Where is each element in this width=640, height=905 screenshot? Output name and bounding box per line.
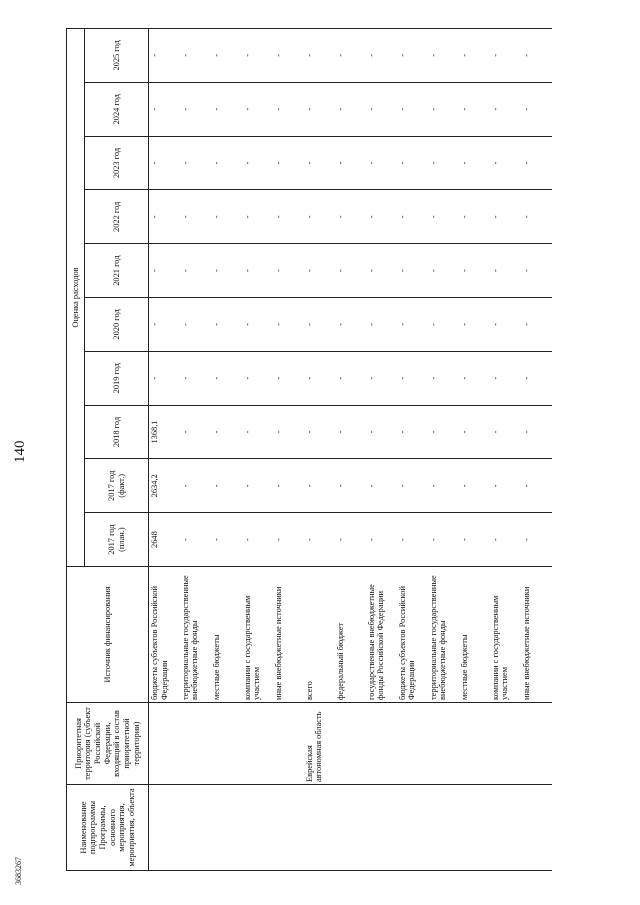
- cell-value: -: [304, 298, 335, 352]
- cell-value: -: [211, 298, 242, 352]
- cell-territory: [273, 703, 304, 785]
- cell-value: -: [273, 405, 304, 459]
- cell-territory: [149, 703, 180, 785]
- cell-value: -: [242, 190, 273, 244]
- cell-value: -: [211, 82, 242, 136]
- cell-value: -: [428, 405, 459, 459]
- cell-territory: [521, 703, 552, 785]
- table-row: [242, 28, 273, 870]
- header-estimate: Оценка расходов: [67, 28, 85, 566]
- cell-value: -: [149, 190, 180, 244]
- cell-value: -: [180, 190, 211, 244]
- cell-value: -: [459, 136, 490, 190]
- cell-source: иные внебюджетные источники: [273, 567, 304, 703]
- cell-value: -: [273, 513, 304, 567]
- table-row: [149, 28, 180, 870]
- cell-value: -: [273, 459, 304, 513]
- cell-territory: [397, 703, 428, 785]
- header-year: 2023 год: [85, 136, 149, 190]
- cell-value: -: [304, 190, 335, 244]
- cell-value: -: [366, 244, 397, 298]
- cell-value: -: [428, 351, 459, 405]
- cell-source: иные внебюджетные источники: [521, 567, 552, 703]
- header-year: 2025 год: [85, 28, 149, 82]
- cell-territory: [211, 703, 242, 785]
- cell-value: -: [397, 405, 428, 459]
- budget-table: [66, 28, 552, 871]
- cell-value: -: [180, 244, 211, 298]
- cell-name: [459, 785, 490, 871]
- cell-value: 1368,1: [149, 405, 180, 459]
- cell-value: -: [211, 351, 242, 405]
- cell-source: бюджеты субъектов Российской Федерации: [149, 567, 180, 703]
- header-territory: Приоритетная территория (субъект Российской Федерации, входящий в состав приоритетной территории): [67, 703, 149, 785]
- cell-value: -: [211, 136, 242, 190]
- cell-source: территориальные государственные внебюджетные фонды: [428, 567, 459, 703]
- table-row: [304, 28, 335, 870]
- cell-value: -: [366, 298, 397, 352]
- cell-source: территориальные государственные внебюджетные фонды: [180, 567, 211, 703]
- cell-value: -: [428, 513, 459, 567]
- header-year: 2019 год: [85, 351, 149, 405]
- cell-value: -: [459, 351, 490, 405]
- cell-value: -: [521, 405, 552, 459]
- cell-value: -: [180, 82, 211, 136]
- cell-value: -: [273, 28, 304, 82]
- cell-value: -: [273, 190, 304, 244]
- cell-value: -: [428, 244, 459, 298]
- cell-value: -: [180, 136, 211, 190]
- cell-value: -: [273, 244, 304, 298]
- cell-value: -: [459, 459, 490, 513]
- cell-value: -: [335, 405, 366, 459]
- cell-value: -: [242, 513, 273, 567]
- cell-territory: [366, 703, 397, 785]
- cell-source: компании с государственным участием: [242, 567, 273, 703]
- cell-value: -: [304, 351, 335, 405]
- cell-value: -: [397, 351, 428, 405]
- cell-value: -: [335, 513, 366, 567]
- cell-name: [521, 785, 552, 871]
- cell-value: -: [521, 136, 552, 190]
- cell-territory: Еврейская автономная область: [304, 703, 335, 785]
- header-source: Источник финансирования: [67, 567, 149, 703]
- cell-territory: [180, 703, 211, 785]
- cell-value: -: [459, 405, 490, 459]
- cell-value: -: [366, 513, 397, 567]
- header-year: 2017 год (план.): [85, 513, 149, 567]
- cell-name: [428, 785, 459, 871]
- cell-value: -: [180, 298, 211, 352]
- table-row: [521, 28, 552, 870]
- cell-value: -: [304, 136, 335, 190]
- cell-source: компании с государственным участием: [490, 567, 521, 703]
- cell-source: государственные внебюджетные фонды Российской Федерации: [366, 567, 397, 703]
- cell-value: -: [242, 298, 273, 352]
- cell-value: -: [428, 136, 459, 190]
- cell-value: -: [211, 405, 242, 459]
- cell-value: -: [211, 459, 242, 513]
- cell-name: [180, 785, 211, 871]
- cell-value: -: [304, 405, 335, 459]
- cell-value: -: [242, 28, 273, 82]
- cell-value: -: [397, 82, 428, 136]
- cell-value: -: [180, 28, 211, 82]
- cell-source: федеральный бюджет: [335, 567, 366, 703]
- cell-value: -: [149, 244, 180, 298]
- cell-value: -: [397, 28, 428, 82]
- cell-value: -: [490, 82, 521, 136]
- cell-name: [273, 785, 304, 871]
- cell-value: -: [490, 244, 521, 298]
- cell-value: -: [304, 244, 335, 298]
- cell-value: -: [180, 513, 211, 567]
- cell-value: -: [521, 190, 552, 244]
- cell-value: -: [304, 82, 335, 136]
- cell-value: -: [397, 190, 428, 244]
- cell-value: -: [149, 298, 180, 352]
- cell-value: -: [180, 459, 211, 513]
- cell-value: -: [428, 28, 459, 82]
- cell-value: 2634,2: [149, 459, 180, 513]
- header-year: 2021 год: [85, 244, 149, 298]
- header-year: 2020 год: [85, 298, 149, 352]
- header-year: 2024 год: [85, 82, 149, 136]
- cell-value: -: [366, 190, 397, 244]
- cell-value: -: [428, 190, 459, 244]
- cell-value: -: [335, 298, 366, 352]
- table-row: [490, 28, 521, 870]
- cell-value: -: [490, 136, 521, 190]
- cell-name: [242, 785, 273, 871]
- cell-value: -: [490, 351, 521, 405]
- page-number: 140: [12, 440, 28, 463]
- cell-value: -: [521, 351, 552, 405]
- table-row: [397, 28, 428, 870]
- cell-value: -: [211, 244, 242, 298]
- cell-value: -: [304, 459, 335, 513]
- cell-value: -: [521, 28, 552, 82]
- cell-value: -: [242, 244, 273, 298]
- cell-value: -: [521, 82, 552, 136]
- cell-value: -: [490, 28, 521, 82]
- cell-value: -: [366, 351, 397, 405]
- table-row: [180, 28, 211, 870]
- cell-name: [335, 785, 366, 871]
- header-year: 2022 год: [85, 190, 149, 244]
- cell-value: -: [211, 28, 242, 82]
- cell-value: -: [304, 28, 335, 82]
- cell-value: -: [366, 28, 397, 82]
- cell-value: -: [397, 459, 428, 513]
- cell-value: -: [149, 351, 180, 405]
- cell-value: -: [459, 244, 490, 298]
- cell-value: -: [521, 298, 552, 352]
- cell-name: [490, 785, 521, 871]
- cell-value: -: [490, 190, 521, 244]
- cell-value: -: [273, 136, 304, 190]
- cell-value: -: [397, 136, 428, 190]
- cell-value: -: [490, 298, 521, 352]
- cell-value: -: [366, 82, 397, 136]
- header-year: 2017 год (факт.): [85, 459, 149, 513]
- cell-value: -: [149, 82, 180, 136]
- cell-value: -: [459, 190, 490, 244]
- cell-value: -: [242, 136, 273, 190]
- table-row: [211, 28, 242, 870]
- cell-value: -: [242, 351, 273, 405]
- cell-value: -: [335, 459, 366, 513]
- cell-value: -: [335, 351, 366, 405]
- cell-value: -: [180, 405, 211, 459]
- cell-name: [397, 785, 428, 871]
- cell-value: -: [397, 298, 428, 352]
- cell-value: -: [335, 82, 366, 136]
- cell-value: -: [211, 190, 242, 244]
- header-name: Наименование подпрограммы Программы, основного мероприятия, мероприятия, объекта: [67, 785, 149, 871]
- table-row: [459, 28, 490, 870]
- cell-value: -: [211, 513, 242, 567]
- cell-name: [149, 785, 180, 871]
- cell-name: [304, 785, 335, 871]
- cell-value: -: [490, 459, 521, 513]
- cell-value: -: [397, 244, 428, 298]
- cell-territory: [335, 703, 366, 785]
- cell-value: -: [335, 28, 366, 82]
- cell-value: -: [366, 405, 397, 459]
- cell-value: -: [490, 513, 521, 567]
- cell-value: -: [366, 136, 397, 190]
- cell-value: -: [335, 244, 366, 298]
- cell-value: -: [521, 244, 552, 298]
- cell-value: 2648: [149, 513, 180, 567]
- cell-source: всего: [304, 567, 335, 703]
- cell-value: -: [428, 82, 459, 136]
- cell-value: -: [459, 82, 490, 136]
- cell-value: -: [521, 513, 552, 567]
- cell-value: -: [273, 82, 304, 136]
- cell-source: местные бюджеты: [211, 567, 242, 703]
- cell-value: -: [273, 298, 304, 352]
- cell-value: -: [521, 459, 552, 513]
- cell-territory: [242, 703, 273, 785]
- cell-territory: [459, 703, 490, 785]
- cell-value: -: [459, 28, 490, 82]
- cell-value: -: [459, 298, 490, 352]
- cell-value: -: [397, 513, 428, 567]
- table-row: [428, 28, 459, 870]
- cell-value: -: [366, 459, 397, 513]
- document-id: 3683267: [14, 857, 23, 885]
- cell-territory: [490, 703, 521, 785]
- header-year: 2018 год: [85, 405, 149, 459]
- cell-territory: [428, 703, 459, 785]
- table-row: [335, 28, 366, 870]
- cell-value: -: [335, 190, 366, 244]
- cell-value: -: [242, 405, 273, 459]
- cell-value: -: [149, 28, 180, 82]
- cell-value: -: [149, 136, 180, 190]
- cell-value: -: [180, 351, 211, 405]
- cell-value: -: [459, 513, 490, 567]
- cell-value: -: [242, 459, 273, 513]
- cell-value: -: [304, 513, 335, 567]
- cell-value: -: [428, 459, 459, 513]
- cell-value: -: [335, 136, 366, 190]
- cell-value: -: [242, 82, 273, 136]
- cell-value: -: [273, 351, 304, 405]
- cell-value: -: [490, 405, 521, 459]
- cell-source: бюджеты субъектов Российской Федерации: [397, 567, 428, 703]
- cell-source: местные бюджеты: [459, 567, 490, 703]
- table-row: [273, 28, 304, 870]
- cell-name: [366, 785, 397, 871]
- cell-value: -: [428, 298, 459, 352]
- cell-name: [211, 785, 242, 871]
- table-row: [366, 28, 397, 870]
